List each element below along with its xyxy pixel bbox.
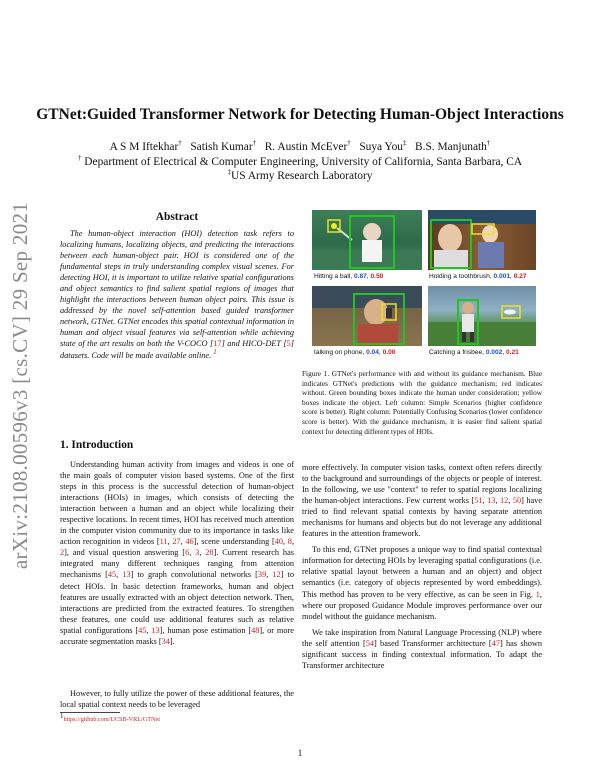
panel-action-label: Holding a toothbrush, (429, 273, 494, 280)
panel-label: Holding a toothbrush, 0.001, 0.27 (429, 273, 527, 280)
paragraph (60, 688, 294, 710)
paragraph-text: ], human pose estimation [ (159, 625, 252, 635)
affiliation-text: Department of Electrical & Computer Engineering, University of California, Santa Barbara, CA (81, 156, 523, 168)
citation-link[interactable]: 1 (535, 589, 540, 599)
affiliation-text: US Army Research Laboratory (231, 170, 373, 182)
score-with-guidance: 0.002 (485, 349, 503, 356)
paragraph-text: , (199, 548, 206, 558)
section-number: 1. (60, 439, 69, 451)
score-without-guidance: 0.27 (513, 273, 527, 280)
citation-link[interactable]: 2 (60, 548, 65, 558)
citation-link[interactable]: 17 (213, 339, 222, 349)
score-with-guidance: 0.001 (493, 273, 511, 280)
abstract-text: ] datasets. Code will be made available online. (60, 339, 294, 360)
paragraph-text: , (167, 537, 173, 547)
affiliation-mark: ‡ (227, 168, 232, 177)
paragraph-text: ] has shown significant success in finding contextual information. To adapt the Transformer architecture (302, 638, 543, 670)
paragraph-text: , (508, 496, 513, 506)
citation-link[interactable]: 8 (287, 537, 292, 547)
citation-link[interactable]: 54 (365, 638, 375, 648)
phone-scene-graphic (312, 286, 422, 346)
paragraph-text: , (283, 537, 288, 547)
right-column-text (302, 462, 542, 671)
citation-link[interactable]: 28 (205, 548, 214, 558)
panel-action-label: Hitting a ball, (314, 273, 354, 280)
citation-link[interactable]: 12 (499, 496, 509, 506)
paragraph-text: We take inspiration from Natural Language Processing (NLP) where the self attention [ (302, 627, 542, 648)
paragraph (60, 459, 294, 647)
citation-link[interactable]: 46 (185, 537, 194, 547)
arxiv-stamp (3, 190, 39, 580)
author-name: Suya You (359, 141, 403, 153)
paragraph-text: , (495, 496, 500, 506)
panel-action-label: talking on phone, (314, 349, 367, 356)
citation-link[interactable]: 50 (512, 496, 522, 506)
citation-link[interactable]: 39 (257, 570, 267, 580)
citation-link[interactable]: 48 (251, 625, 260, 635)
photo-phone (312, 286, 422, 346)
tennis-scene-graphic (312, 210, 422, 270)
citation-link[interactable]: 45 (107, 570, 117, 580)
figure-1-caption: Figure 1. GTNet's performance with and without its guidance mechanism. Blue indicates GTNet's predictions with the guidance mechanism; red indicates without. Green bounding boxes indicate the human under consideration; yellow boxes indicate the object. Left column: Simple Scenarios (higher confidence score is better). Right column: Potentially Confusing Scenarios (lower confidence score is better). With the guidance mechanism, it is easier find salient spatial context for detecting different types of HOIs. (302, 369, 542, 436)
page-number: 1 (297, 748, 303, 758)
paragraph (302, 544, 542, 621)
citation-link[interactable]: 51 (474, 496, 483, 506)
citation-link[interactable]: 27 (172, 537, 181, 547)
paragraph-text: ] have tried to find relevant spatial contexts by having separate attention mechanisms for humans and objects but do not leverage any additional features in the attention framework. (302, 496, 543, 539)
intro-paragraph-2 (60, 688, 294, 710)
abstract-body (60, 228, 294, 361)
paragraph-text: ], scene understanding [ (193, 537, 275, 547)
paragraph-text: , (266, 570, 273, 580)
footnote-mark: 1 (60, 712, 64, 720)
abstract-text: ] and HICO-DET [ (221, 339, 287, 349)
paragraph (302, 462, 542, 539)
section-title: Introduction (71, 439, 134, 451)
arxiv-stamp-text: arXiv:2108.00596v3 [cs.CV] 29 Sep 2021 (8, 201, 33, 569)
paragraph-text: , (189, 548, 196, 558)
paragraph-text: , (146, 625, 152, 635)
paragraph-text: ] based Transformer architecture [ (374, 638, 492, 648)
toothbrush-scene-graphic (428, 210, 536, 270)
paragraph-text: ], or more accurate segmentation masks [ (60, 625, 294, 646)
score-without-guidance: 0.50 (370, 273, 384, 280)
author-affiliation-mark: † (252, 139, 257, 148)
footnote (60, 712, 160, 724)
paragraph-text: ], and visual question answering [ (64, 548, 186, 558)
author-name: R. Austin McEver (264, 141, 348, 153)
author-affiliation-mark: † (486, 139, 491, 148)
score-without-guidance: 0.00 (382, 349, 396, 356)
section-heading-introduction (60, 439, 133, 451)
citation-link[interactable]: 34 (161, 636, 170, 646)
paragraph-text: To this end, GTNet proposes a unique way to find spatial contextual information for detecting HOIs by leveraging spatial configurations (i.e. relative spatial layout between a human and an object) and object semantics (i.e. category of objects represented by word embeddings). This method has proven to be very effective, as can be seen in Fig. (302, 545, 542, 599)
panel-action-label: Catching a frisbee, (429, 349, 486, 356)
affiliation-ucsb (0, 156, 600, 168)
abstract-text: The human-object interaction (HOI) detection task refers to localizing humans, localizing objects, and predicting the interactions between each human-object pair. HOI is considered one of the fundamental steps in truly understanding complex visual scenes. For detecting HOI, it is important to utilize relative spatial configurations and object semantics to find salient spatial regions of images that highlight the interactions between human object pairs. This issue is addressed by the novel self-attention based guided transformer network, GTNet. GTNet encodes this spatial contextual information in human and object visual features via self-attention while achieving state of the art results on both the V-COCO [ (60, 229, 294, 349)
citation-link[interactable]: 45 (138, 625, 147, 635)
panel-label: Hitting a ball, 0.87, 0.50 (314, 273, 384, 280)
author-affiliation-mark: ‡ (403, 139, 407, 148)
panel-label: talking on phone, 0.04, 0.00 (314, 349, 396, 356)
paragraph-text: ]. Current research has integrated many different techniques ranging from attention mechanisms [ (60, 548, 294, 580)
footnote-link[interactable]: 1 (213, 347, 217, 356)
paragraph-text: However, to fully utilize the power of these additional features, the local spatial context needs to be leveraged (60, 689, 294, 710)
citation-link[interactable]: 13 (122, 570, 131, 580)
citation-link[interactable]: 12 (272, 570, 281, 580)
affiliation-mark: † (77, 154, 82, 163)
figure-1 (312, 210, 540, 360)
paper-title: GTNet:Guided Transformer Network for Detecting Human-Object Interactions (36, 106, 564, 123)
abstract-heading: Abstract (155, 211, 199, 223)
photo-tennis (312, 210, 422, 270)
author-name: A S M Iftekhar (109, 141, 179, 153)
footnote-url-link[interactable]: https://github.com/UCSB-VRL/GTNet (63, 716, 160, 724)
frisbee-scene-graphic (428, 286, 536, 346)
paragraph-text: , (180, 537, 186, 547)
citation-link[interactable]: 13 (487, 496, 496, 506)
photo-toothbrush (428, 210, 536, 270)
paragraph (302, 627, 542, 671)
score-with-guidance: 0.87 (353, 273, 367, 280)
paragraph-text: ] to graph convolutional networks [ (130, 570, 258, 580)
paragraph-text: , where our proposed Guidance Module improves performance over our model without the guidance mechanism. (302, 589, 542, 621)
citation-link[interactable]: 47 (491, 638, 500, 648)
citation-link[interactable]: 6 (185, 548, 190, 558)
citation-link[interactable]: 5 (286, 339, 291, 349)
citation-link[interactable]: 40 (274, 537, 284, 547)
photo-frisbee (428, 286, 536, 346)
citation-link[interactable]: 11 (159, 537, 168, 547)
panel-label: Catching a frisbee, 0.002, 0.21 (429, 349, 519, 356)
author-name: B.S. Manjunath (415, 141, 487, 153)
affiliation-arl (0, 170, 600, 182)
author-affiliation-mark: † (347, 139, 351, 148)
author-list (0, 141, 600, 153)
paragraph-text: , (482, 496, 488, 506)
paragraph-text: , (291, 537, 295, 547)
score-without-guidance: 0.21 (506, 349, 519, 356)
paragraph-text: ]. (169, 636, 175, 646)
intro-paragraph-1 (60, 459, 294, 647)
paragraph-text: ] to detect HOIs. In basic detection frameworks, human and object features are usually extracted with an object detection network. Then, interactions are predicted from the extracted features. To strengthen these features, one could use additional features such as relative spatial configurations [ (60, 570, 294, 635)
author-affiliation-mark: † (178, 139, 182, 148)
paragraph-text: , (116, 570, 123, 580)
score-with-guidance: 0.04 (366, 349, 379, 356)
paragraph-text: more effectively. In computer vision tasks, context often refers directly to the background and surroundings of the objects or people of interest. In the following, we use "context" to refer to spatial regions localizing the human-object interactions. Few current works [ (302, 463, 542, 506)
citation-link[interactable]: 13 (151, 625, 160, 635)
footnote-rule (60, 712, 120, 713)
author-name: Satish Kumar (190, 141, 253, 153)
paragraph-text: Understanding human activity from images and videos is one of the main goals of computer vision based systems. One of the first steps in this process is the successful detection of human-object interactions (HOIs) in images, which consists of detecting the interaction between a human and an object while localizing their respective locations. In recent times, HOI has received much attention in the computer vision community due to its importance in tasks like action recognition in videos [ (60, 460, 294, 547)
citation-link[interactable]: 3 (195, 548, 200, 558)
